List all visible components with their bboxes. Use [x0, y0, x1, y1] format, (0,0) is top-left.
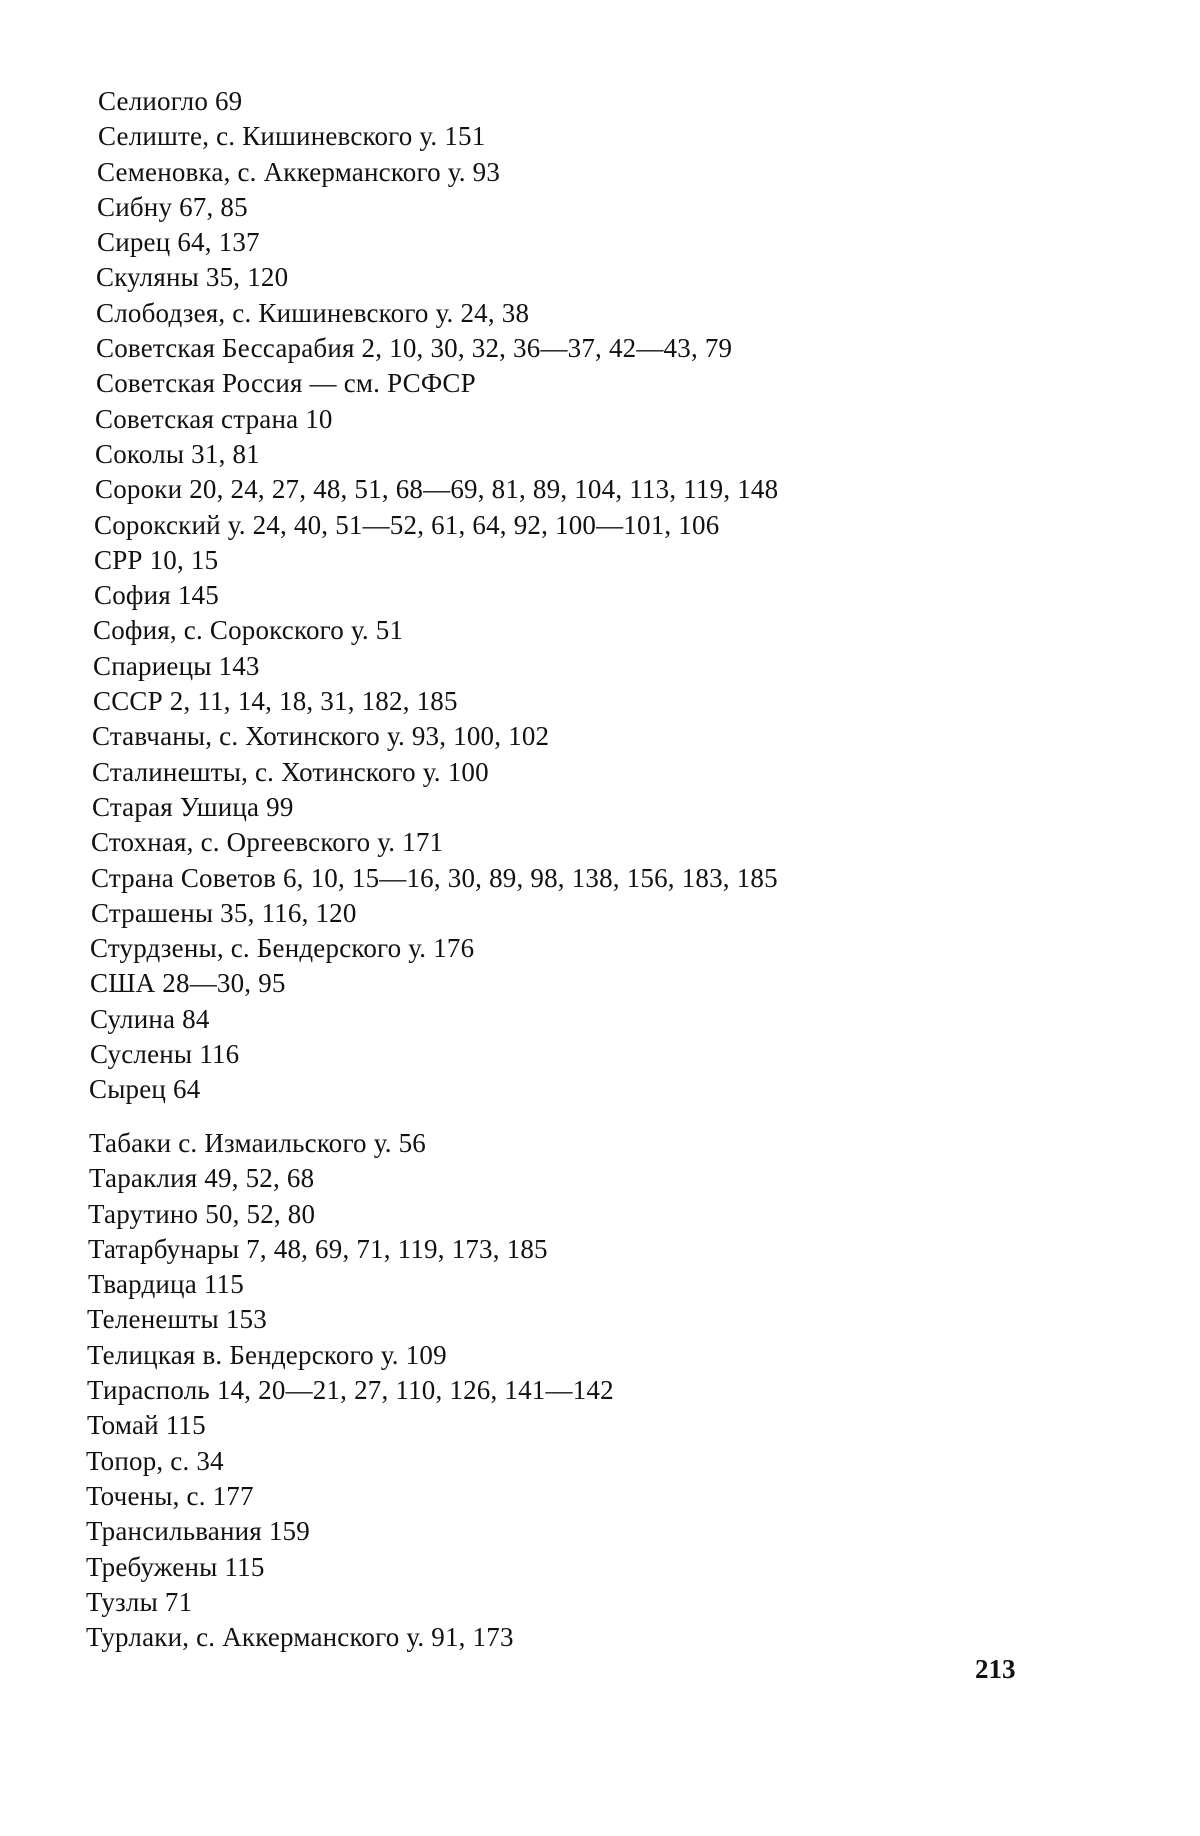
index-entry: Тузлы 71 [86, 1586, 193, 1617]
index-entry: Сорокский у. 24, 40, 51—52, 61, 64, 92, 100—101, 106 [94, 509, 720, 540]
index-entry: Слободзея, с. Кишиневского у. 24, 38 [96, 297, 530, 328]
index-entry: Соколы 31, 81 [95, 438, 260, 469]
index-entry: Точены, с. 177 [86, 1480, 254, 1511]
index-entry: Трансильвания 159 [86, 1516, 310, 1547]
index-entry: Твардица 115 [88, 1269, 244, 1300]
index-entry: СССР 2, 11, 14, 18, 31, 182, 185 [93, 686, 458, 717]
index-entry: Скуляны 35, 120 [96, 262, 289, 293]
index-entry: Сырец 64 [89, 1074, 201, 1105]
index-entry: Татарбунары 7, 48, 69, 71, 119, 173, 185 [88, 1233, 548, 1264]
index-entry: Сороки 20, 24, 27, 48, 51, 68—69, 81, 89, 104, 113, 119, 148 [95, 474, 779, 505]
index-entry: СРР 10, 15 [94, 544, 219, 575]
index-entry: Сталинешты, с. Хотинского у. 100 [92, 756, 489, 787]
index-entry: Тирасполь 14, 20—21, 27, 110, 126, 141—142 [87, 1375, 614, 1406]
index-entry: Спариецы 143 [93, 650, 260, 681]
index-entry: США 28—30, 95 [90, 968, 286, 999]
page-number: 213 [975, 1654, 1016, 1684]
index-entry: Табаки с. Измаильского у. 56 [89, 1128, 427, 1158]
index-entry: Селиогло 69 [98, 86, 243, 116]
index-entry: Тараклия 49, 52, 68 [89, 1163, 315, 1194]
index-entry: Старая Ушица 99 [92, 791, 294, 822]
index-group-s [0, 84, 1200, 1108]
index-entry: Томай 115 [87, 1410, 206, 1441]
index-entry: Суслены 116 [90, 1039, 240, 1070]
index-entry: Турлаки, с. Аккерманского у. 91, 173 [86, 1622, 514, 1653]
index-entry: Тарутино 50, 52, 80 [88, 1198, 316, 1229]
index-entry: Страна Советов 6, 10, 15—16, 30, 89, 98, 138, 156, 183, 185 [91, 862, 778, 893]
index-entry: Советская страна 10 [95, 403, 333, 434]
index-group-t [0, 1126, 1200, 1655]
index-entry: Сулина 84 [90, 1003, 210, 1034]
index-entry: Ставчаны, с. Хотинского у. 93, 100, 102 [92, 721, 550, 752]
index-entry: Сибну 67, 85 [97, 191, 248, 222]
index-entry: Стохная, с. Оргеевского у. 171 [91, 827, 444, 858]
index-entry: Телицкая в. Бендерского у. 109 [87, 1339, 447, 1370]
index-entry: Топор, с. 34 [86, 1445, 224, 1476]
index-entry: Советская Россия — см. РСФСР [96, 368, 476, 399]
index-entry: София, с. Сорокского у. 51 [93, 615, 404, 646]
index-entry: Стурдзены, с. Бендерского у. 176 [90, 933, 475, 964]
index-entry: Советская Бессарабия 2, 10, 30, 32, 36—37, 42—43, 79 [96, 333, 733, 364]
index-entry: Семеновка, с. Аккерманского у. 93 [97, 156, 501, 187]
index-entry: София 145 [94, 580, 219, 611]
index-entry: Селиште, с. Кишиневского у. 151 [98, 121, 486, 152]
index-entry: Требужены 115 [86, 1551, 265, 1582]
index-entry: Страшены 35, 116, 120 [91, 897, 357, 928]
index-entry: Сирец 64, 137 [97, 227, 260, 258]
index-entry: Теленешты 153 [87, 1304, 267, 1335]
